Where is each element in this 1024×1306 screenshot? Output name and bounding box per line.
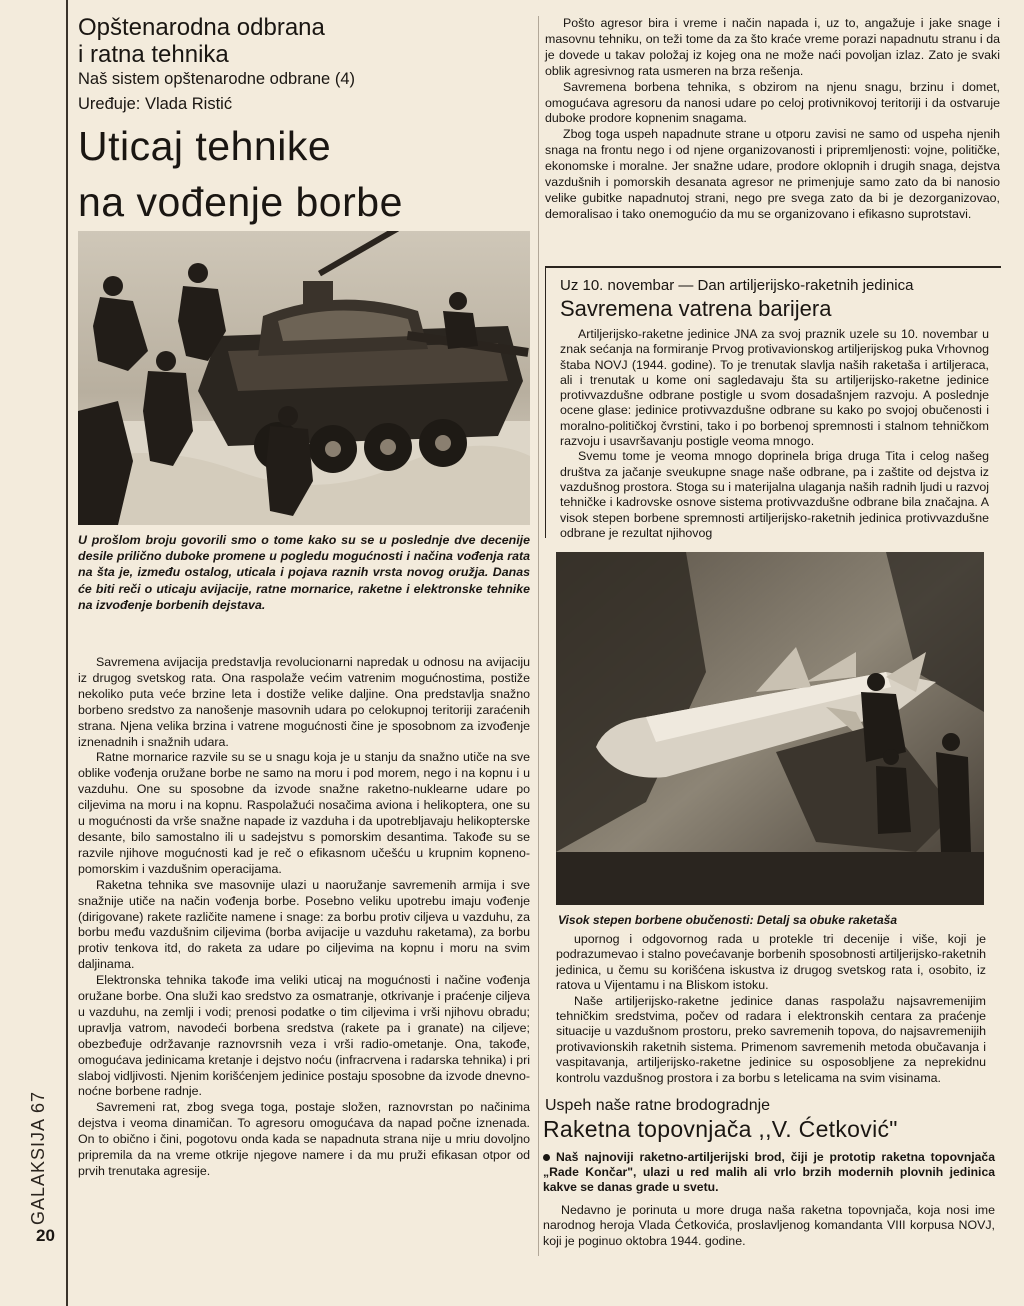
- section3-lead: [543, 1150, 995, 1195]
- paragraph: Elektronska tehnika takođe ima veliki uticaj na mogućnosti i načine vođenja oružane borbe. Ona služi kao sredstvo za osmatranje, otkrivanje i praćenje ciljeva u vazduhu, na zemlji i vodi; prenosi podatke o tim ciljevima i vrši njihovu obradu; upravlja vatrom, navodeći borbena sredstva (rakete pa i granate) na ciljeve; obezbeđuje održavanje raznovrsnih veza i vrši radio-ometanje. Ona, takođe, omogućava jedinicama kretanje i dejstvo noću (infracrvena i radarska tehnika) i pri slaboj vidljivosti. Njenim korišćenjem jedinice postaju sposobne da izvode dnevno-noćne borbene radnje.: [78, 973, 530, 1099]
- paragraph: Svemu tome je veoma mnogo doprinela briga druga Tita i celog našeg društva za jačanje sveukupne snage naše odbrane, pa i zaštite od dejstva iz vazdušnog prostora. Stoga su i materijalna ulaganja naših radnih ljudi u razvoj tehničke i kadrovske osnove sistema protivvazdušne odbrane bila značajna. A visok stepen borbene spremnosti artiljerijsko-raketnih jedinica protivvazdušne odbrane je rezultat njihovog: [560, 449, 989, 540]
- paragraph: Savremeni rat, zbog svega toga, postaje složen, raznovrstan po načinima dejstva i veoma dinamičan. To agresoru omogućava da napad počne iznenada. On to obično i čini, pogotovu onda kada se napadnuta strana nije u mriu dovoljno pripremila da na vreme otkrije njegove namere i da mu pruži efikasan otpor od prvih trenutaka agresije.: [78, 1100, 530, 1178]
- headline-line1: Uticaj tehnike: [78, 123, 332, 169]
- column-divider: [538, 16, 539, 1256]
- section3-title: Raketna topovnjača ,,V. Ćetković": [543, 1116, 898, 1142]
- series-title-line1: Opštenarodna odbrana: [78, 14, 325, 41]
- tank-photo: [78, 231, 530, 525]
- box-title: Savremena vatrena barijera: [560, 296, 832, 321]
- paragraph: Savremena borbena tehnika, s obzirom na njenu snagu, brzinu i domet, omogućava agresoru da nanosi udare po celoj protivnikovoj teritoriji i da ostvaruje duboke prodore kopnenim snagama.: [545, 79, 1000, 126]
- section3-kicker: Uspeh naše ratne brodogradnje: [545, 1097, 771, 1114]
- editor-credit: Uređuje: Vlada Ristić: [78, 95, 233, 113]
- box-kicker: Uz 10. novembar — Dan artiljerijsko-raketnih jedinica: [560, 277, 914, 294]
- paragraph: Raketna tehnika sve masovnije ulazi u naoružanje savremenih armija i sve snažnije utiče na način vođenja borbe. Posebno veliku upotrebu imaju vođenje (dirigovane) rakete različite namene i snage: za borbu protiv ciljeva u vazduhu, za borbu među vazdušnim ciljevima (borba avijacije u vazduhu raketama), za borbu protiv tenkova itd, do raketa za udare po ciljevima na kopnu i moru na svim daljinama.: [78, 877, 530, 972]
- article-header: [78, 14, 530, 230]
- bullet-icon: [543, 1154, 550, 1161]
- headline-line2: na vođenje borbe: [78, 179, 403, 225]
- series-title-line2: i ratna tehnika: [78, 41, 229, 68]
- section3-body: Nedavno je porinuta u more druga naša raketna topovnjača, koja nosi ime narodnog heroja Vlada Ćetkovića, proslavljenog komandanta VIII korpusa NOVJ, koji je poginuo oktobra 1944. godine.: [543, 1203, 995, 1248]
- paragraph: Zbog toga uspeh napadnute strane u otporu zavisi ne samo od uspeha njenih snaga na frontu nego i od njene organizovanosti i pripremljenosti: vojne, političke, ekonomske i moralne. Jer snažne udare, prodore oklopnih i drugih snaga, dejstva vazdušnih i pomorskih desanata agresor ne primenjuje samo zato da bi nanosio velike gubitke napadnutoj strani, nego pre svega zato da bi je dezorganizovao, demoralisao i tako onemogućio da mu se organizovano i efikasno suprotstavi.: [545, 127, 1000, 221]
- sidebar-article-box: [545, 266, 1001, 538]
- series-title: [78, 14, 530, 68]
- paragraph: Pošto agresor bira i vreme i način napada i, uz to, angažuje i jake snage i masovnu tehniku, on teži tome da za što kraće vreme porazi napadnutu stranu i da je dovede u takav položaj iz kojeg ona ne može naći povoljan izlaz. Zato je svaki oblik agresivnog rata usmeren na brza rešenja.: [545, 16, 1000, 78]
- series-subtitle: Naš sistem opštenarodne odbrane (4): [78, 70, 355, 88]
- page-number: 20: [36, 1226, 55, 1245]
- magazine-name: GALAKSIJA 67: [28, 1090, 48, 1225]
- margin-rule: [66, 0, 68, 1306]
- right-body: [545, 16, 1000, 223]
- photo-caption: Visok stepen borbene obučenosti: Detalj sa obuke raketaša: [558, 913, 897, 927]
- paragraph: Savremena avijacija predstavlja revolucionarni napredak u odnosu na avijaciju iz drugog svetskog rata. Ona raspolaže većim vatrenim mogućnostima, postiže nekoliko puta veće brzine leta i dostiže velike daljine. Ona predstavlja snažno borbeno sredstvo za nanošenje masovnih udara po celokupnoj teritoriji zaraćenih strana. Njena velika brzina i vatrene mogućnosti čine je sposobnom za izvođenje iznenadnih i snažnih udara.: [78, 655, 530, 749]
- left-body: [78, 655, 530, 1180]
- missile-photo: [556, 552, 984, 905]
- paragraph: Naše artiljerijsko-raketne jedinice danas raspolažu najsavremenijim tehničkim sredstvima, počev od radara i elektronskih centara za praćenje situacije u vazdušnom prostoru, preko savremenih topova, do najsavremenijih protivavionskih raketnih sistema. Primenom savremenih metoda obučavanja i vaspitavanja, artiljerijsko-raketne jedinice su osposobljene za neprekidnu kontrolu vazdušnog prostora i za borbu s letelicama na svim visinama.: [556, 993, 986, 1085]
- paragraph: Artiljerijsko-raketne jedinice JNA za svoj praznik uzele su 10. novembar u znak sećanja na formiranje Prvog protivavionskog artiljerijskog puka Vrhovnog štaba NOVJ (1944. godine). To je trenutak slavlja naših raketaša i artiljeraca, ali i trenutak u kome oni sagledavaju šta su artiljerijsko-raketne jedinice protivvazdušne odbrane postigle u svom dosadašnjem razvoju. A poslednje ocene glase: jedinice protivvazdušne odbrane su kako po svojoj obučenosti i moralno-političkoj čvrstini, tako i po borbenoj spremnosti i stalnom tehničkom razvoju i usavršavanju postigle veoma mnogo.: [560, 327, 989, 449]
- box-body: [560, 327, 989, 541]
- article-headline: [78, 118, 530, 230]
- box-continued-body: [556, 932, 986, 1086]
- paragraph: upornog i odgovornog rada u protekle tri decenije i više, koji je podrazumevao i stalno povećavanje borbenih sposobnosti artiljerijsko-raketnih jedinica, u čemu su korišćena iskustva iz drugog svetskog rata i, osobito, iz ratova u Vijentamu i na Bliskom istoku.: [556, 932, 986, 993]
- paragraph: Ratne mornarice razvile su se u snagu koja je u stanju da snažno utiče na sve oblike vođenja oružane borbe ne samo na moru i pod morem, nego i na kopnu i u vazduhu. One su sposobne da izvode snažne raketno-nuklearne udare po ciljevima na moru i na kopnu. Raspolažući nosačima aviona i helikoptera, one su u mogućnosti da vrše snažne napade iz vazduha i da upotrebljavaju helikopterske desante, bilo samostalno ili u sadejstvu s pomorskim desantima. Takođe su se razvile njihove mogućnosti kad je reč o efikasnom učešću u krupnim kopneno-pomorskim i vazdušnim operacijama.: [78, 750, 530, 876]
- section3-lead-text: Naš najnoviji raketno-artiljerijski brod, čiji je prototip raketna topovnjača „Rade Končar", ulazi u red malih ali vrlo brzih modernih plovnih jedinica kakve se danas grade u svetu.: [543, 1150, 995, 1194]
- article-lead: U prošlom broju govorili smo o tome kako su se u poslednje dve decenije desile prilično duboke promene u pogledu mogućnosti i načina vođenja rata na šta je, između ostalog, uticala i pojava raznih vrsta novog oružja. Danas će biti reči o uticaju avijacije, ratne mornarice, raketne i elektronske tehnike na izvođenje borbenih dejstava.: [78, 533, 530, 612]
